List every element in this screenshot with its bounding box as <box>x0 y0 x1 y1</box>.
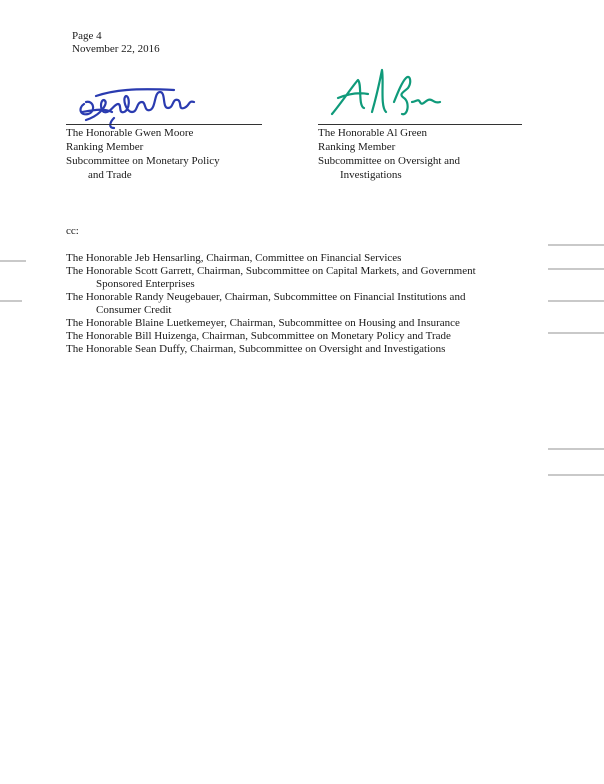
cc-entry-3: The Honorable Randy Neugebauer, Chairman, Subcommittee on Financial Institutions and <box>66 291 466 303</box>
cc-label: cc: <box>66 225 79 237</box>
signature-line-1 <box>66 124 262 125</box>
signatory-1-role: Ranking Member <box>66 141 144 153</box>
signatory-2-committee-line2: Investigations <box>340 169 402 181</box>
letter-date: November 22, 2016 <box>72 43 160 55</box>
cc-entry-2-cont: Sponsored Enterprises <box>96 278 195 290</box>
scan-artifact <box>548 448 604 450</box>
cc-entry-6: The Honorable Sean Duffy, Chairman, Subcommittee on Oversight and Investigations <box>66 343 446 355</box>
scan-artifact <box>548 244 604 246</box>
cc-entry-5: The Honorable Bill Huizenga, Chairman, Subcommittee on Monetary Policy and Trade <box>66 330 451 342</box>
cc-entry-2: The Honorable Scott Garrett, Chairman, Subcommittee on Capital Markets, and Government <box>66 265 476 277</box>
scan-artifact <box>0 300 22 302</box>
signatory-2-name: The Honorable Al Green <box>318 127 428 139</box>
signatory-1-name: The Honorable Gwen Moore <box>66 127 194 139</box>
signatory-1-committee-line2: and Trade <box>88 169 132 181</box>
signatory-2-committee-line1: Subcommittee on Oversight and <box>318 155 461 167</box>
signature-al-green <box>328 62 448 124</box>
cc-entry-3-cont: Consumer Credit <box>96 304 172 316</box>
cc-entry-4: The Honorable Blaine Luetkemeyer, Chairman, Subcommittee on Housing and Insurance <box>66 317 460 329</box>
cc-entry-1: The Honorable Jeb Hensarling, Chairman, Committee on Financial Services <box>66 252 402 264</box>
scan-artifact <box>548 300 604 302</box>
scan-artifact <box>548 474 604 476</box>
cc-list <box>66 252 476 356</box>
signature-line-2 <box>318 124 522 125</box>
signatory-1-committee-line1: Subcommittee on Monetary Policy <box>66 155 220 167</box>
signatory-2-role: Ranking Member <box>318 141 396 153</box>
page-number: Page 4 <box>72 30 102 42</box>
scan-artifact <box>548 268 604 270</box>
scan-artifact <box>0 260 26 262</box>
scan-artifact <box>548 332 604 334</box>
